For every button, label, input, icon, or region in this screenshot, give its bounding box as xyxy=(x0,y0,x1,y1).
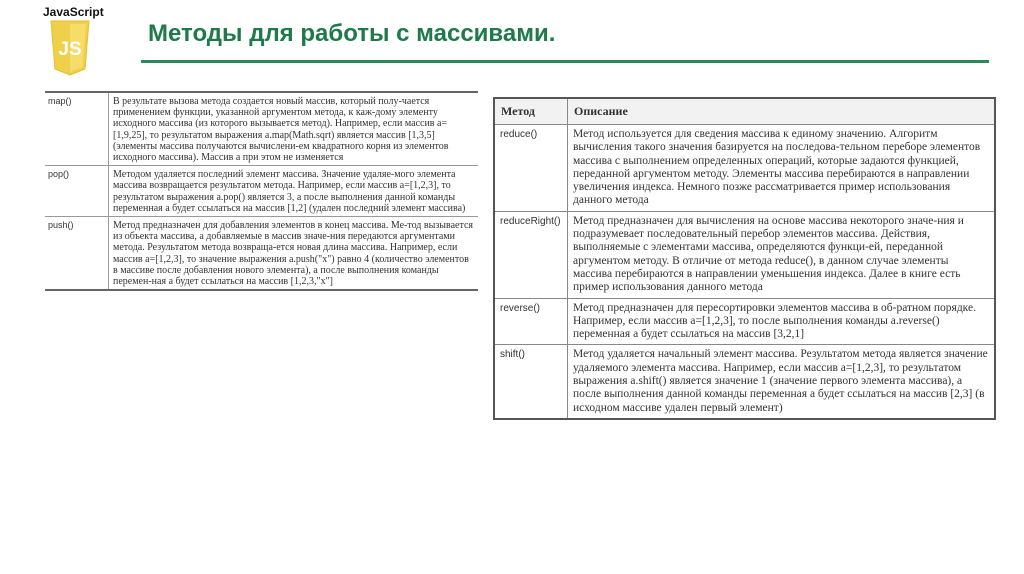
header-description: Описание xyxy=(568,98,996,125)
method-description: Метод предназначен для пересортировки элементов массива в об-ратном порядке. Например, если массив a=[1,2,3], то после выполнения команды a.reverse() переменная a будет ссылаться на массив [3,2,1] xyxy=(568,298,996,345)
method-name: shift() xyxy=(494,345,568,419)
table-row xyxy=(494,125,995,212)
table-row xyxy=(494,211,995,298)
method-name: pop() xyxy=(45,166,109,217)
header-method: Метод xyxy=(494,98,568,125)
table-row xyxy=(45,217,478,291)
method-name: push() xyxy=(45,217,109,291)
method-description: Методом удаляется последний элемент массива. Значение удаляе-мого элемента массива возвращается результатом метода. Например, если массив a=[1,2,3], то результатом выражения a.pop() является 3, а после выполнения данной команды переменная a будет ссылаться на массив [1,2] (удален последний элемент массива) xyxy=(109,166,479,217)
right-methods-table xyxy=(493,97,996,420)
left-methods-table xyxy=(45,91,478,291)
method-name: map() xyxy=(45,92,109,166)
table-row xyxy=(494,298,995,345)
table-row xyxy=(45,92,478,166)
js-shield-icon xyxy=(49,19,91,77)
table-row xyxy=(45,166,478,217)
page-title: Методы для работы с массивами. xyxy=(148,20,556,47)
table-row xyxy=(494,345,995,419)
title-divider xyxy=(141,60,989,63)
method-description: Метод используется для сведения массива к единому значению. Алгоритм вычисления такого значения базируется на последова-тельном переборе элементов массива с выполнением определенных операций, которые задаются функцией, переданной аргументом методу. Элементы массива перебираются в направлении увеличения индекса. Немного позже рассматривается пример использования данного метода xyxy=(568,125,996,212)
logo-text: JavaScript xyxy=(43,5,104,19)
method-name: reduceRight() xyxy=(494,211,568,298)
method-description: В результате вызова метода создается новый массив, который полу-чается применением функции, указанной аргументом метода, к каж-дому элементу исходного массива (из которого вызывается метод). Например, если массив a=[1,9,25], то результатом выражения a.map(Math.sqrt) является массив [1,3,5] (элементы массива получаются вычислени-ем квадратного корня из элементов исходного массива). Массив a при этом не изменяется xyxy=(109,92,479,166)
logo-badge-text: JS xyxy=(58,39,82,60)
method-name: reduce() xyxy=(494,125,568,212)
method-description: Метод предназначен для добавления элементов в конец массива. Ме-тод вызывается из объекта массива, а добавляемые в массив значе-ния передаются аргументами метода. Результатом метода возвраща-ется новая длина массива. Например, если массив a=[1,2,3], то значение выражения a.push("x") равно 4 (количество элементов в массиве после добавления нового элемента), а после выполнения команды перемен-ная a будет ссылаться на массив [1,2,3,"x"] xyxy=(109,217,479,291)
method-name: reverse() xyxy=(494,298,568,345)
table-header-row xyxy=(494,98,995,125)
javascript-logo xyxy=(37,2,117,78)
method-description: Метод предназначен для вычисления на основе массива некоторого значе-ния и подразумевает последовательный перебор элементов массива. Действия, выполняемые с элементами массива, определяются функци-ей, переданной аргументом методу. В отличие от метода reduce(), в данном случае элементы массива перебираются в направлении уменьшения индекса. Далее в книге есть пример использования данного метода xyxy=(568,211,996,298)
method-description: Метод удаляется начальный элемент массива. Результатом метода является значение удаляемого элемента массива. Например, если массив a=[1,2,3], то результатом выражения a.shift() является значение 1 (значение первого элемента массива), а после выполнения данной команды переменная a будет ссылаться на массив [2,3] (в исходном массиве удален первый элемент) xyxy=(568,345,996,419)
